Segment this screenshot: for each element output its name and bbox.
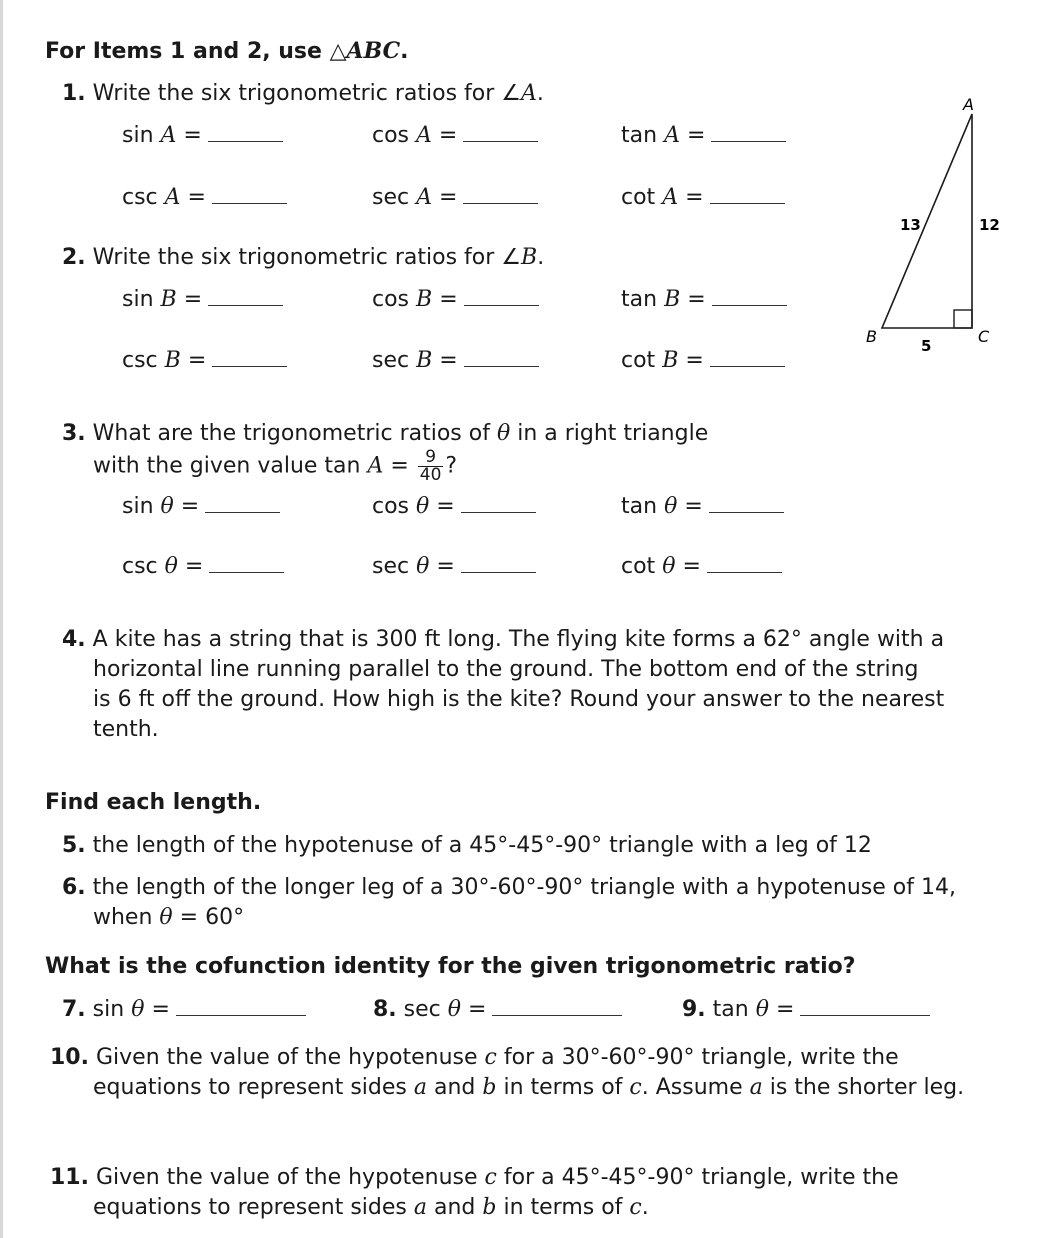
item-4-prompt-line1: 4. A kite has a string that is 300 ft long. The flying kite forms a 62° angle with a — [62, 627, 945, 652]
item-1-sec-blank[interactable]: sec A = — [372, 183, 538, 213]
item-4-prompt-line4: tenth. — [93, 717, 159, 742]
vertex-label-c: C — [978, 327, 990, 346]
item-2-sin-blank[interactable]: sin B = — [122, 285, 283, 315]
vertex-label-a: A — [963, 95, 974, 114]
item-2-tan-blank[interactable]: tan B = — [621, 285, 787, 315]
right-angle-mark — [954, 310, 972, 328]
item-2-prompt: 2. Write the six trigonometric ratios for ∠B. — [62, 245, 545, 270]
item-3-prompt-line2: with the given value tan A = $\frac{9}{40}$ ? — [93, 447, 458, 485]
item-4-prompt-line2: horizontal line running parallel to the ground. The bottom end of the string — [93, 657, 919, 682]
item-8-blank[interactable]: 8. sec θ = — [373, 995, 622, 1025]
item-4-prompt-line3: is 6 ft off the ground. How high is the kite? Round your answer to the nearest — [93, 687, 945, 712]
item-10-prompt-line2: equations to represent sides a and b in terms of c. Assume a is the shorter leg. — [93, 1075, 965, 1100]
item-1-tan-blank[interactable]: tan A = — [621, 121, 786, 151]
section-heading-3: What is the cofunction identity for the given trigonometric ratio? — [45, 954, 856, 979]
item-5-prompt: 5. the length of the hypotenuse of a 45°-45°-90° triangle with a leg of 12 — [62, 833, 872, 858]
item-3-sec-blank[interactable]: sec θ = — [372, 552, 536, 582]
triangle-abc-figure — [860, 90, 1010, 360]
item-1-prompt: 1. Write the six trigonometric ratios for ∠A. — [62, 81, 544, 106]
side-label-base: 5 — [921, 337, 932, 355]
item-3-tan-blank[interactable]: tan θ = — [621, 492, 784, 522]
page-edge — [0, 0, 3, 1238]
item-1-csc-blank[interactable]: csc A = — [122, 183, 287, 213]
item-3-cot-blank[interactable]: cot θ = — [621, 552, 782, 582]
section-heading-1: For Items 1 and 2, use △ABC. — [45, 38, 409, 64]
item-3-sin-blank[interactable]: sin θ = — [122, 492, 280, 522]
item-1-cot-blank[interactable]: cot A = — [621, 183, 785, 213]
section-heading-2: Find each length. — [45, 790, 262, 815]
fraction-9-40: $\frac{9}{40}$ — [419, 447, 442, 485]
item-11-prompt-line2: equations to represent sides a and b in terms of c. — [93, 1195, 649, 1220]
side-label-hypotenuse: 13 — [900, 216, 921, 234]
item-2-cot-blank[interactable]: cot B = — [621, 346, 785, 376]
item-7-blank[interactable]: 7. sin θ = — [62, 995, 306, 1025]
item-2-cos-blank[interactable]: cos B = — [372, 285, 539, 315]
side-label-vertical: 12 — [979, 216, 1000, 234]
item-1-cos-blank[interactable]: cos A = — [372, 121, 538, 151]
item-2-sec-blank[interactable]: sec B = — [372, 346, 539, 376]
item-3-prompt-line1: 3. What are the trigonometric ratios of θ in a right triangle — [62, 421, 709, 446]
item-9-blank[interactable]: 9. tan θ = — [682, 995, 930, 1025]
triangle-outline — [882, 114, 972, 328]
item-3-csc-blank[interactable]: csc θ = — [122, 552, 284, 582]
item-1-sin-blank[interactable]: sin A = — [122, 121, 283, 151]
item-2-csc-blank[interactable]: csc B = — [122, 346, 287, 376]
item-6-prompt-line1: 6. the length of the longer leg of a 30°-60°-90° triangle with a hypotenuse of 14, — [62, 875, 956, 900]
item-3-cos-blank[interactable]: cos θ = — [372, 492, 536, 522]
vertex-label-b: B — [866, 327, 877, 346]
item-11-prompt-line1: 11. Given the value of the hypotenuse c for a 45°-45°-90° triangle, write the — [50, 1165, 899, 1190]
item-6-prompt-line2: when θ = 60° — [93, 905, 245, 930]
item-10-prompt-line1: 10. Given the value of the hypotenuse c for a 30°-60°-90° triangle, write the — [50, 1045, 899, 1070]
